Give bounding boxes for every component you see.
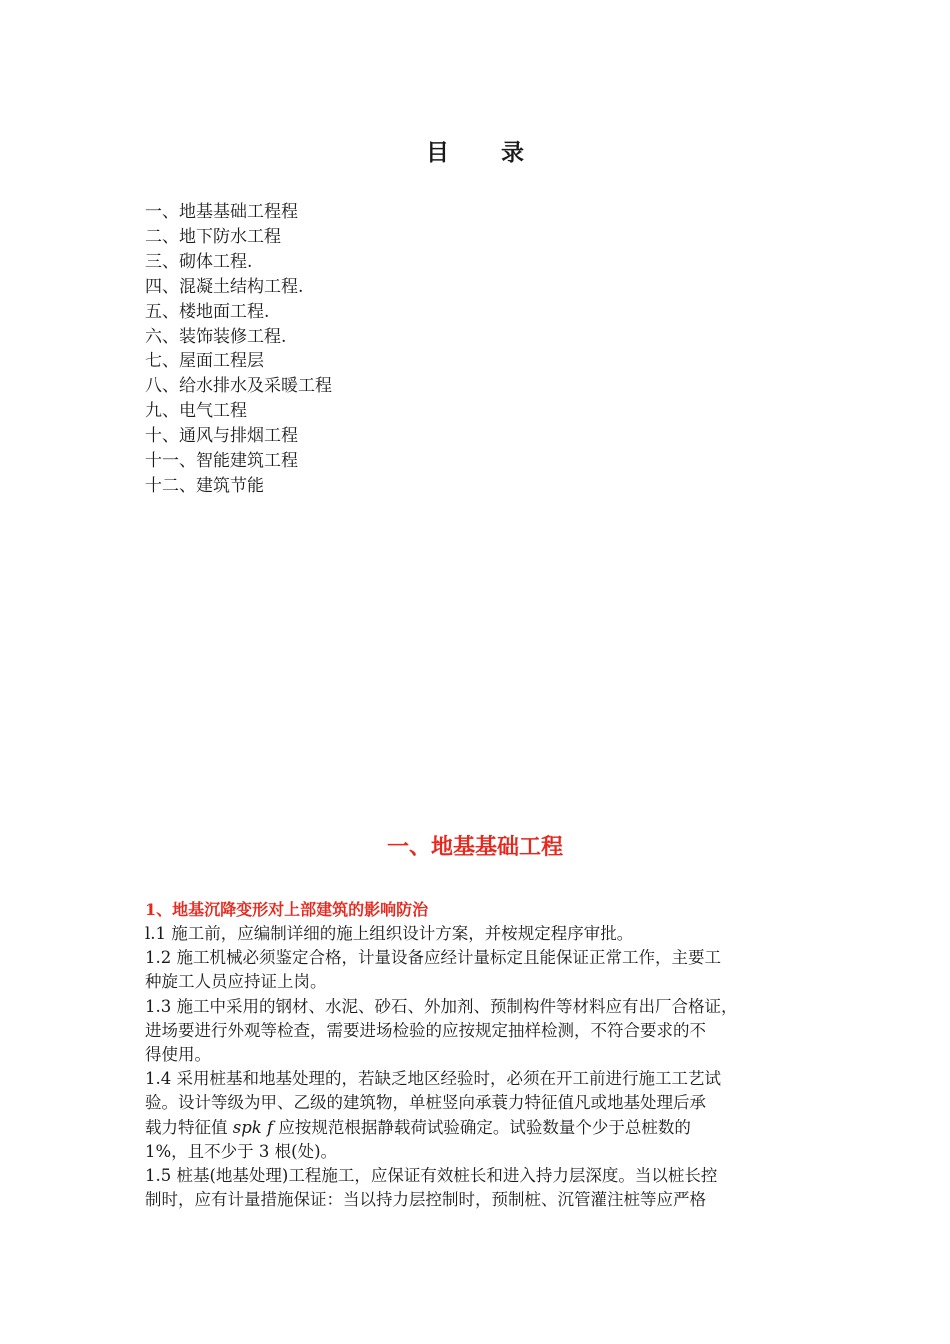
toc-list — [145, 200, 332, 499]
text-segment: 应按规范根据静载荷试验确定。试验数量个少于总桩数的 — [273, 1117, 691, 1137]
paragraph-line: 1.5 桩基(地基处理)工程施工，应保证有效桩长和进入持力层深度。当以桩长控 — [145, 1166, 718, 1186]
toc-item: 十一、智能建筑工程 — [145, 451, 298, 472]
paragraph-line — [145, 1116, 815, 1140]
paragraph-line: 1.4 采用桩基和地基处理的，若缺乏地区经验时，必须在开工前进行施工工艺试 — [145, 1069, 721, 1089]
paragraph-line: 种旋工人员应持证上岗。 — [145, 972, 327, 992]
toc-title: 目 录 — [425, 139, 546, 166]
paragraph-line: 制时，应有计量措施保证：当以持力层控制时，预制桩、沉管灌注桩等应严格 — [145, 1190, 706, 1210]
toc-item: 五、楼地面工程. — [145, 301, 270, 322]
toc-item: 四、混凝土结构工程. — [145, 276, 304, 297]
toc-item: 十二、建筑节能 — [145, 475, 264, 496]
text-segment: 载力特征值 — [145, 1117, 233, 1137]
paragraph-line: 1%，且不少于 3 根(处)。 — [145, 1141, 338, 1161]
formula-symbol: spk f — [232, 1117, 274, 1137]
toc-item: 八、给水排水及采暖工程 — [145, 376, 332, 397]
paragraph-line: 1.2 施工机械必须鉴定合格，计量设备应经计量标定且能保证正常工作，主要工 — [145, 948, 721, 968]
toc-item: 七、屋面工程层 — [145, 351, 264, 372]
paragraph-line: 验。设计等级为甲、乙级的建筑物，单桩竖向承蓑力特征值凡或地基处理后承 — [145, 1093, 706, 1113]
paragraph-line: 得使用。 — [145, 1045, 211, 1065]
toc-item: 九、电气工程 — [145, 401, 247, 422]
toc-item: 三、砌体工程. — [145, 251, 253, 272]
subsection-title: 1、地基沉降变形对上部建筑的影响防治 — [145, 900, 429, 919]
toc-item: 一、地基基础工程程 — [145, 202, 298, 222]
toc-item: 六、装饰装修工程. — [145, 326, 287, 347]
paragraph-line: 进场要进行外观等检查，需要进场检验的应按规定抽样检测，不符合要求的不 — [145, 1020, 706, 1040]
paragraph-line: 1.3 施工中采用的钢材、水泥、砂石、外加剂、预制构件等材料应有出厂合格证， — [145, 996, 738, 1016]
toc-item: 二、地下防水工程 — [145, 226, 281, 247]
section-title: 一、地基基础工程 — [386, 834, 563, 860]
paragraph-line: l.1 施工前，应编制详细的施上组织设计方案，并桉规定程序审批。 — [145, 924, 634, 943]
body-text — [145, 922, 815, 1212]
toc-item: 十、通风与排烟工程 — [145, 426, 298, 447]
